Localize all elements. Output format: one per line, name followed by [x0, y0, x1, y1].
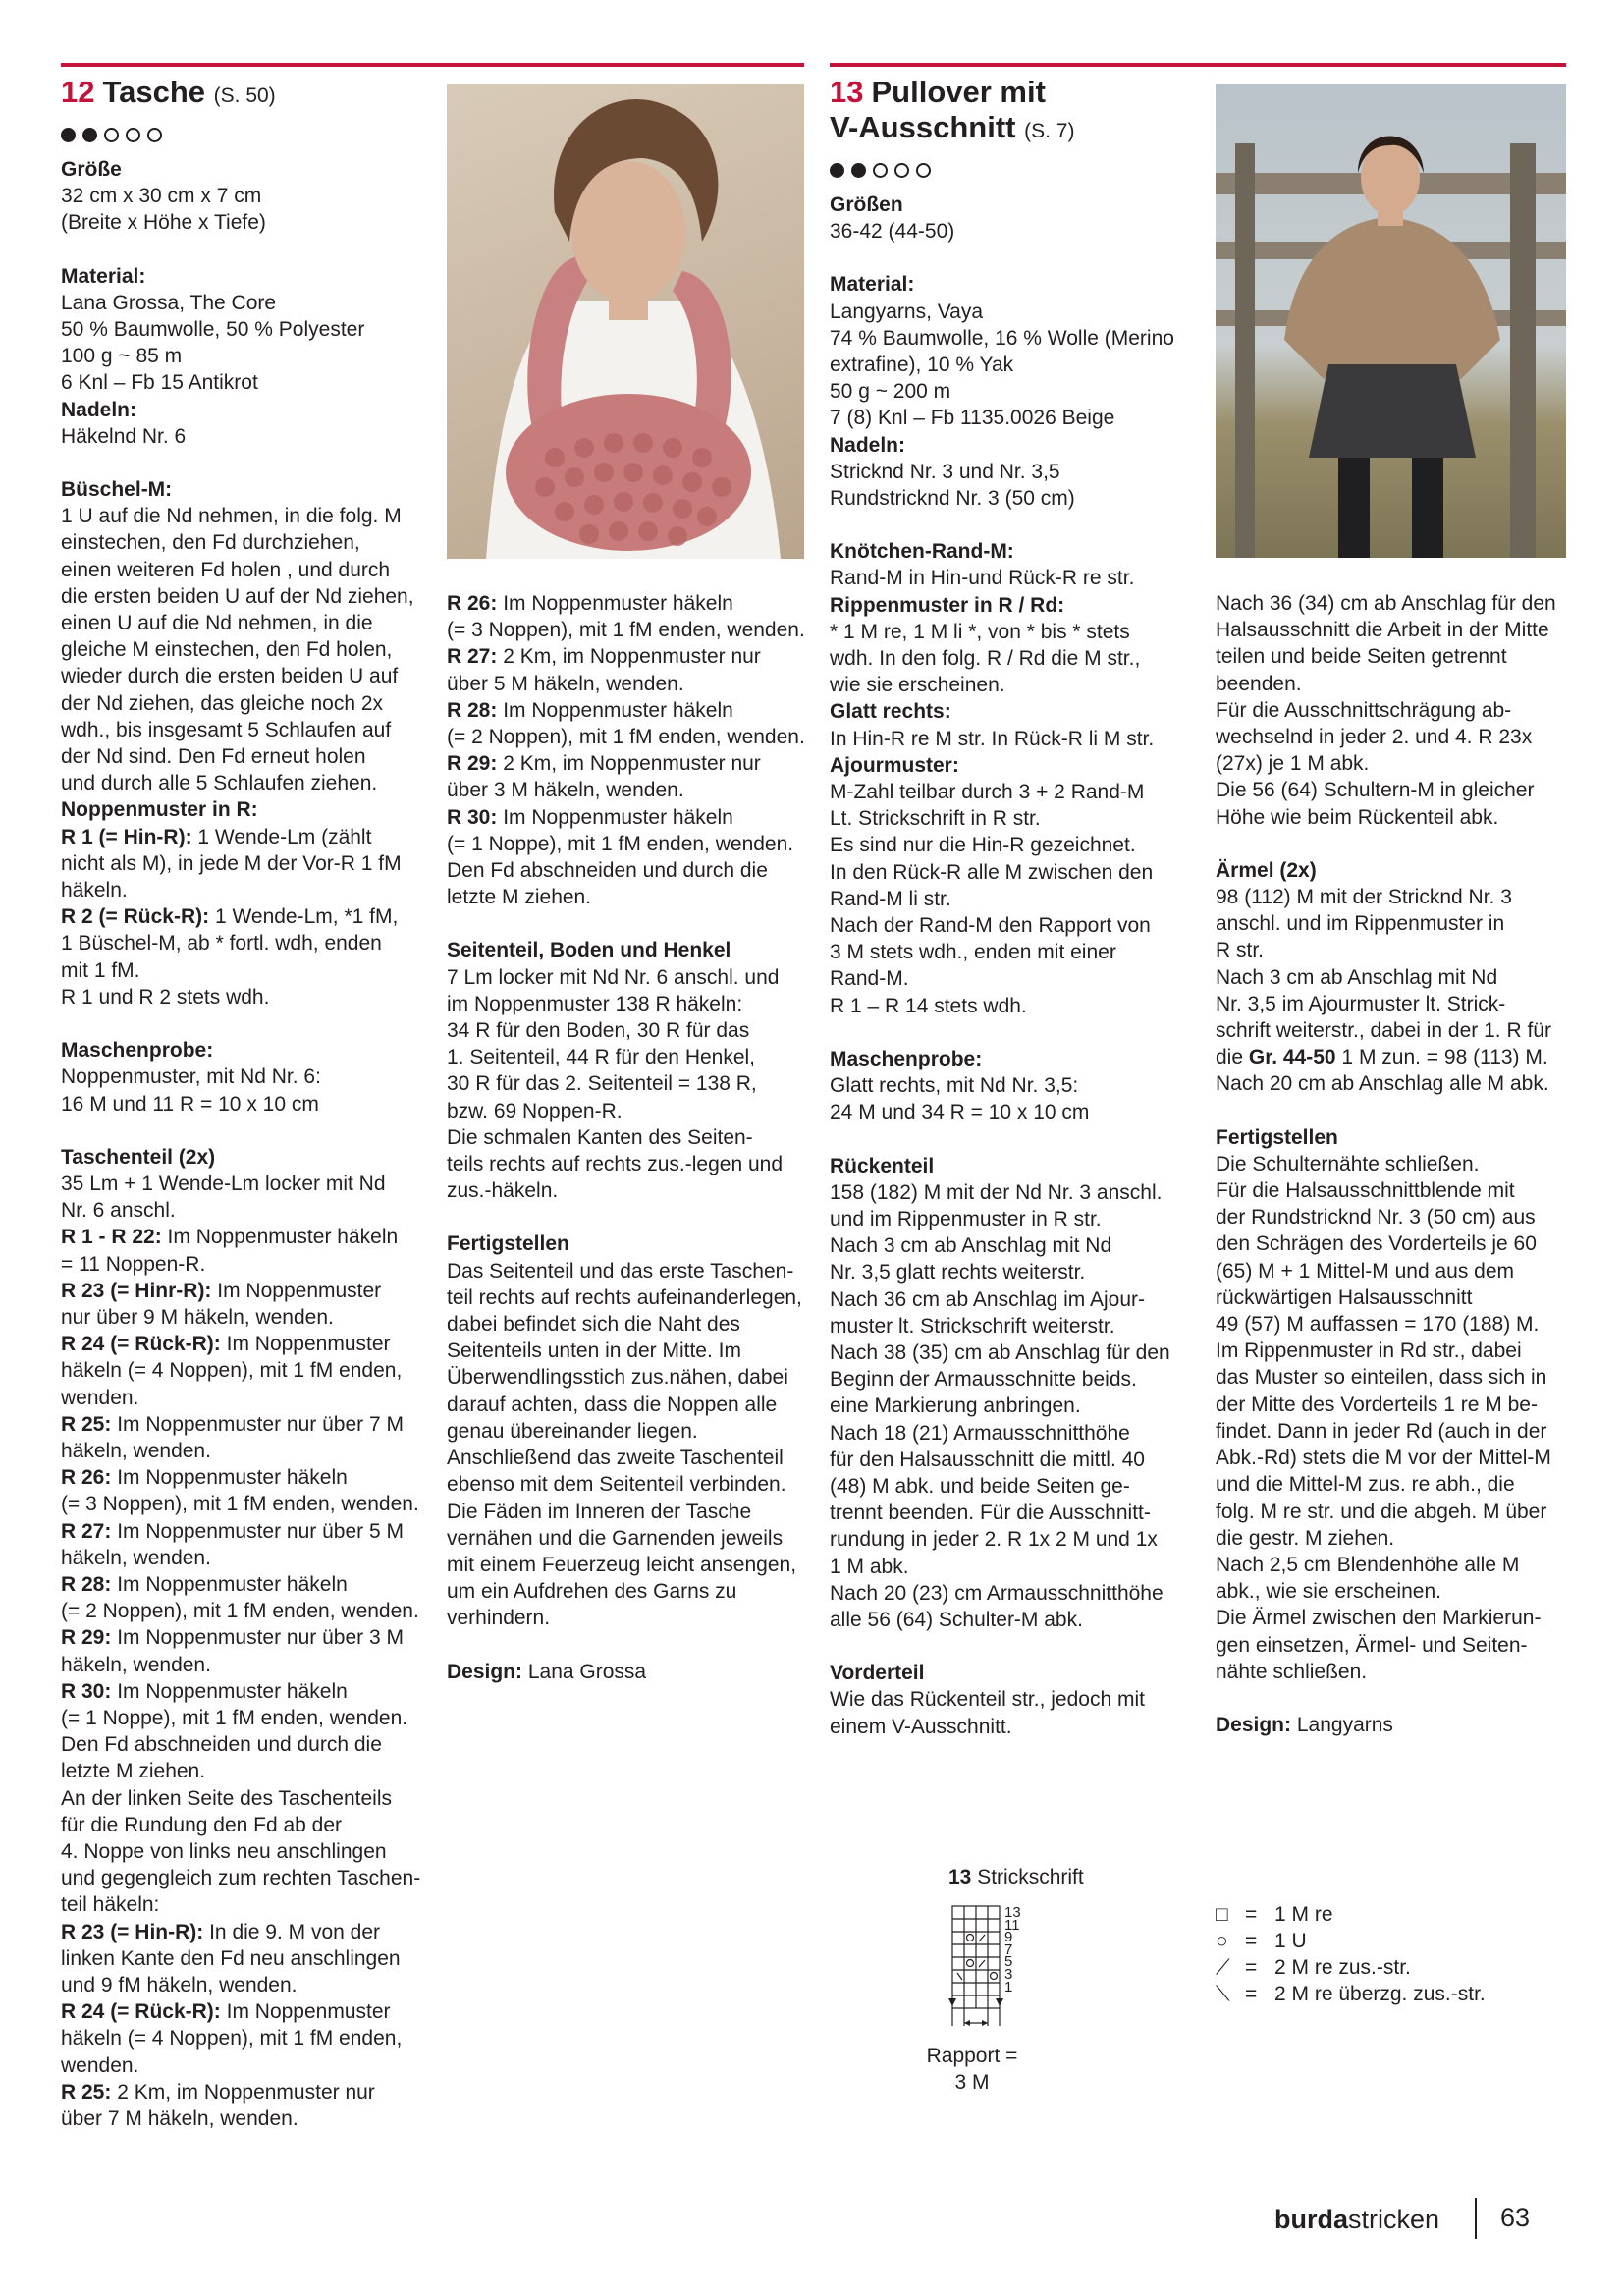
- bag-photo-illustration: [447, 84, 804, 559]
- sweater-photo: [1216, 84, 1566, 558]
- sweater-photo-illustration: [1216, 84, 1566, 558]
- difficulty-rating: [61, 128, 426, 142]
- footer-divider: [1475, 2198, 1477, 2239]
- chart-rapport: Rapport = 3 M: [926, 2045, 1018, 2095]
- pattern-12-title: 12 Tasche (S. 50): [61, 75, 276, 109]
- legend-item: ○ = 1 U: [1216, 1930, 1307, 1952]
- pattern-13-continued-column: Nach 36 (34) cm ab Anschlag für den Halsausschnitt die Arbeit in der Mitte teilen und beide Seiten getrennt beenden. Für die Ausschnittschrägung ab- wechselnd in jeder 2. und 4. R 23x (27x) je 1 M abk. Die 56 (64) Schultern-M in gleicher Höhe wie beim Rückenteil abk. Ärmel (2x) 98 (112) M mit der Stricknd Nr. 3 anschl. und im Rippenmuster in R str. Nach 3 cm ab Anschlag mit Nd Nr. 3,5 im Ajourmuster lt. Strick- schrift weiterstr., dabei in der 1. R für die Gr. 44-50 1 M zun. = 98 (113) M. Nach 20 cm ab Anschlag alle M abk. Fertigstellen Die Schulternähte schließen. Für die Halsausschnittblende mit der Rundstricknd Nr. 3 (50 cm) aus den Schrägen des Vorderteils je 60 (65) M + 1 Mittel-M und aus dem rückwärtigen Halsausschnitt 49 (57) M auffassen = 170 (188) M. Im Rippenmuster in Rd str., dabei das Muster so einteilen, dass sich in der Mitte des Vorderteils 1 re M be- findet. Dann in jeder Rd (auch in der Abk.-Rd) stets die M vor der Mittel-M und die Mittel-M zus. re abh., die folg. M re str. und die abgeh. M über die gestr. M ziehen. Nach 2,5 cm Blendenhöhe alle M abk., wie sie erscheinen. Die Ärmel zwischen den Markierun- gen einsetzen, Ärmel- und Seiten- nähte schließen. Design: Langyarns: [1216, 592, 1556, 1736]
- pattern-12-continued-column: R 26: Im Noppenmuster häkeln (= 3 Noppen), mit 1 fM enden, wenden. R 27: 2 Km, im Noppenmuster nur über 5 M häkeln, wenden. R 28: Im Noppenmuster häkeln (= 2 Noppen), mit 1 fM enden, wenden. R 29: 2 Km, im Noppenmuster nur über 3 M häkeln, wenden. R 30: Im Noppenmuster häkeln (= 1 Noppe), mit 1 fM enden, wenden. Den Fd abschneiden und durch die letzte M ziehen. Seitenteil, Boden und Henkel 7 Lm locker mit Nd Nr. 6 anschl. und im Noppenmuster 138 R häkeln: 34 R für den Boden, 30 R für das 1. Seitenteil, 44 R für den Henkel, 30 R für das 2. Seitenteil = 138 R, bzw. 69 Noppen-R. Die schmalen Kanten des Seiten- teils rechts auf rechts zus.-legen und zus.-häkeln. Fertigstellen Das Seitenteil und das erste Taschen- teil rechts auf rechts aufeinanderlegen, dabei befindet sich die Naht des Seitenteils unten in der Mitte. Im Überwendlingsstich zus.nähen, dabei darauf achten, dass die Noppen alle genau übereinander liegen. Anschließend das zweite Taschenteil ebenso mit dem Seitenteil verbinden. Die Fäden im Inneren der Tasche vernähen und die Garnenden jeweils mit einem Feuerzeug leicht ansengen, um ein Aufdrehen des Garns zu verhindern. Design: Lana Grossa: [447, 592, 805, 1683]
- pattern-13-column: 13 Pullover mit V-Ausschnitt (S. 7) Größen 36-42 (44-50) Material: Langyarns, Vaya 74 % Baumwolle, 16 % Wolle (Merino extrafine), 10 % Yak 50 g ~ 200 m 7 (8) Knl – Fb 1135.0026 Beige Nadeln: Stricknd Nr. 3 und Nr. 3,5 Rundstricknd Nr. 3 (50 cm) Knötchen-Rand-M: Rand-M in Hin-und Rück-R re str. Rippenmuster in R / Rd: * 1 M re, 1 M li *, von * bis * stets wdh. In den folg. R / Rd die M str., wie sie erscheinen. Glatt rechts: In Hin-R re M str. In Rück-R li M str. Ajourmuster: M-Zahl teilbar durch 3 + 2 Rand-M Lt. Strickschrift in R str. Es sind nur die Hin-R gezeichnet. In den Rück-R alle M zwischen den Rand-M li str. Nach der Rand-M den Rapport von 3 M stets wdh., enden mit einer Rand-M. R 1 – R 14 stets wdh. Maschenprobe: Glatt rechts, mit Nd Nr. 3,5: 24 M und 34 R = 10 x 10 cm Rückenteil 158 (182) M mit der Nd Nr. 3 anschl. und im Rippenmuster in R str. Nach 3 cm ab Anschlag mit Nd Nr. 3,5 glatt rechts weiterstr. Nach 36 cm ab Anschlag im Ajour- muster lt. Strickschrift weiterstr. Nach 38 (35) cm ab Anschlag für den Beginn der Armausschnitte beids. eine Markierung anbringen. Nach 18 (21) Armausschnitthöhe für den Halsausschnitt die mittl. 40 (48) M abk. und beide Seiten ge- trennt beenden. Für die Ausschnitt- rundung in jeder 2. R 1x 2 M und 1x 1 M abk. Nach 20 (23) cm Armausschnitthöhe alle 56 (64) Schulter-M abk. Vorderteil Wie das Rückenteil str., jedoch mit einem V-Ausschnitt.: [830, 75, 1198, 1740]
- legend-item: □ = 1 M re: [1216, 1903, 1333, 1926]
- page-number: 63: [1500, 2203, 1531, 2232]
- chart-title: 13 Strickschrift: [948, 1866, 1084, 1888]
- pattern-13-title: 13 Pullover mit: [830, 75, 1046, 109]
- difficulty-rating: [830, 163, 1198, 178]
- pattern-13-title-line2: V-Ausschnitt (S. 7): [830, 110, 1075, 144]
- chart-legend: [1216, 1901, 1530, 2007]
- chart-row-labels: 13 11 9 7 5 3 1: [1004, 1904, 1021, 1995]
- legend-item: ⟋ = 2 M re zus.-str.: [1216, 1956, 1411, 1979]
- footer-brand: burdastricken: [1274, 2205, 1440, 2234]
- bag-photo: [447, 84, 804, 559]
- pattern-12-column: 12 Tasche (S. 50) Größe 32 cm x 30 cm x 7 cm (Breite x Höhe x Tiefe) Material: Lana Grossa, The Core 50 % Baumwolle, 50 % Polyester 100 g ~ 85 m 6 Knl – Fb 15 Antikrot Nadeln: Häkelnd Nr. 6 Büschel-M: 1 U auf die Nd nehmen, in die folg. M einstechen, den Fd durchziehen, einen weiteren Fd holen , und durch die ersten beiden U auf der Nd ziehen, einen U auf die Nd nehmen, in die gleiche M einstechen, den Fd holen, wieder durch die ersten beiden U auf der Nd ziehen, das gleiche noch 2x wdh., bis insgesamt 5 Schlaufen auf der Nd sind. Den Fd erneut holen und durch alle 5 Schlaufen ziehen. Noppenmuster in R: R 1 (= Hin-R): 1 Wende-Lm (zählt nicht als M), in jede M der Vor-R 1 fM häkeln. R 2 (= Rück-R): 1 Wende-Lm, *1 fM, 1 Büschel-M, ab * fortl. wdh, enden mit 1 fM. R 1 und R 2 stets wdh. Maschenprobe: Noppenmuster, mit Nd Nr. 6: 16 M und 11 R = 10 x 10 cm Taschenteil (2x) 35 Lm + 1 Wende-Lm locker mit Nd Nr. 6 anschl. R 1 - R 22: Im Noppenmuster häkeln = 11 Noppen-R. R 23 (= Hinr-R): Im Noppenmuster nur über 9 M häkeln, wenden. R 24 (= Rück-R): Im Noppenmuster häkeln (= 4 Noppen), mit 1 fM enden, wenden. R 25: Im Noppenmuster nur über 7 M häkeln, wenden. R 26: Im Noppenmuster häkeln (= 3 Noppen), mit 1 fM enden, wenden. R 27: Im Noppenmuster nur über 5 M häkeln, wenden. R 28: Im Noppenmuster häkeln (= 2 Noppen), mit 1 fM enden, wenden. R 29: Im Noppenmuster nur über 3 M häkeln, wenden. R 30: Im Noppenmuster häkeln (= 1 Noppe), mit 1 fM enden, wenden. Den Fd abschneiden und durch die letzte M ziehen. An der linken Seite des Taschenteils für die Rundung den Fd ab der 4. Noppe von links neu anschlingen und gegengleich zum rechten Taschen- teil häkeln: R 23 (= Hin-R): In die 9. M von der linken Kante den Fd neu anschlingen und 9 fM häkeln, wenden. R 24 (= Rück-R): Im Noppenmuster häkeln (= 4 Noppen), mit 1 fM enden, wenden. R 25: 2 Km, im Noppenmuster nur über 7 M häkeln, wenden.: [61, 75, 426, 2132]
- header-rule-left: [61, 63, 804, 67]
- legend-item: ⟍ = 2 M re überzg. zus.-str.: [1216, 1983, 1486, 2005]
- header-rule-right: [830, 63, 1566, 67]
